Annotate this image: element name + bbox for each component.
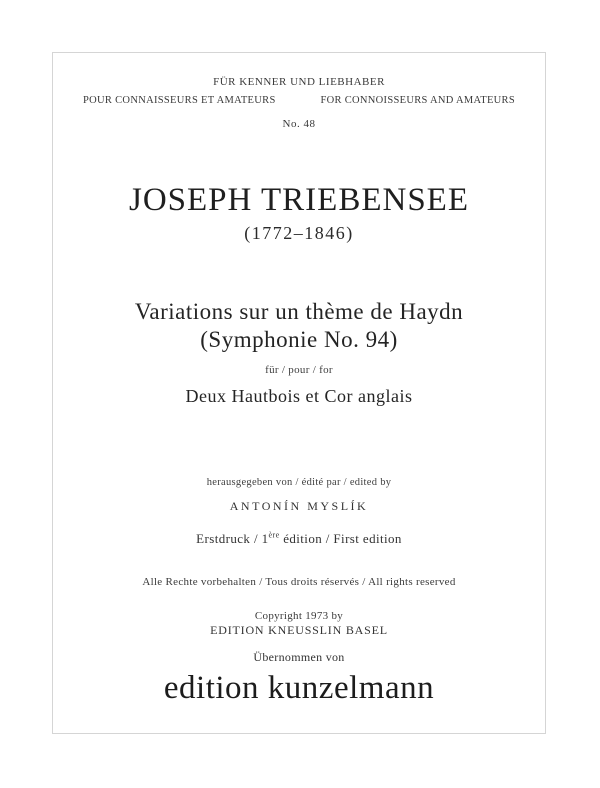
- series-title-french: POUR CONNAISSEURS ET AMATEURS: [83, 95, 276, 106]
- work-title-line1: Variations sur un thème de Haydn: [134, 299, 464, 324]
- work-title: [53, 298, 545, 354]
- composer-name: JOSEPH TRIEBENSEE: [128, 182, 469, 218]
- edition-statement-superscript: ère: [268, 530, 280, 540]
- original-publisher: EDITION KNEUSSLIN BASEL: [210, 622, 388, 637]
- series-title-row: [53, 95, 545, 106]
- for-label: für / pour / for: [265, 364, 333, 376]
- edition-statement: [53, 531, 545, 546]
- work-title-line2: (Symphonie No. 94): [200, 327, 398, 352]
- series-title-german: FÜR KENNER UND LIEBHABER: [213, 76, 385, 88]
- editor-name: ANTONÍN MYSLÍK: [229, 499, 369, 513]
- edition-statement-suffix: édition / First edition: [279, 531, 402, 546]
- taken-over-label: Übernommen von: [253, 650, 345, 664]
- series-title-english: FOR CONNOISSEURS AND AMATEURS: [320, 95, 515, 106]
- copyright-block: [53, 610, 545, 637]
- publisher-logo: edition kunzelmann: [163, 670, 435, 706]
- series-number: No. 48: [282, 118, 316, 130]
- copyright-line: Copyright 1973 by: [254, 610, 344, 622]
- title-page: [52, 52, 546, 734]
- composer-dates: (1772–1846): [244, 223, 354, 243]
- instrumentation: Deux Hautbois et Cor anglais: [185, 386, 413, 406]
- rights-statement: Alle Rechte vorbehalten / Tous droits réservés / All rights reserved: [142, 576, 456, 588]
- edited-by-label: herausgegeben von / édité par / edited by: [206, 477, 392, 488]
- edition-statement-prefix: Erstdruck / 1: [196, 531, 269, 546]
